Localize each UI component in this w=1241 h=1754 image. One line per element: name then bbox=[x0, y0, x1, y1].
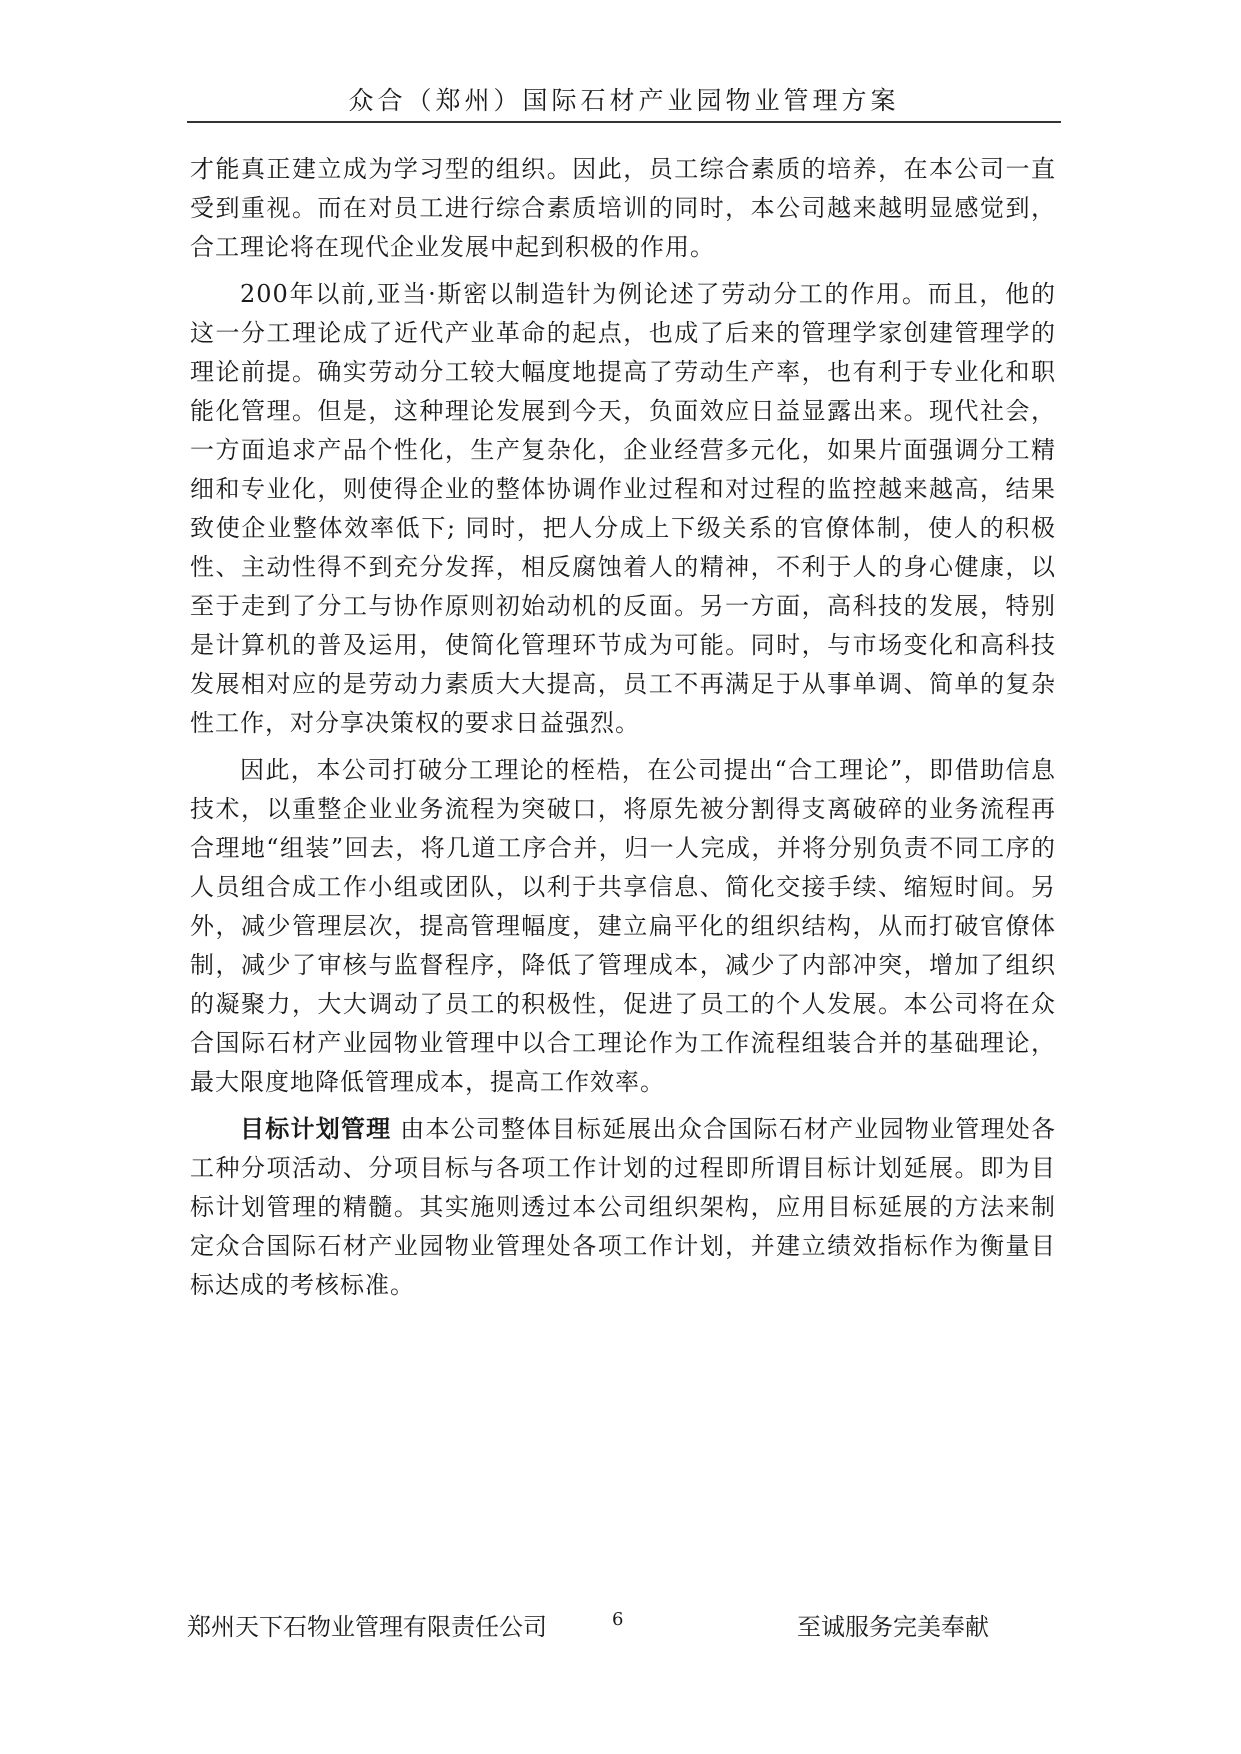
footer-company: 郑州天下石物业管理有限责任公司 bbox=[187, 1613, 547, 1641]
paragraph: 因此，本公司打破分工理论的桎梏，在公司提出“合工理论”，即借助信息技术，以重整企业业务流程为突破口，将原先被分割得支离破碎的业务流程再合理地“组装”回去，将几道工序合并，归一人完成，并将分别负责不同工序的人员组合成工作小组或团队，以利于共享信息、简化交接手续、缩短时间。另外，减少管理层次，提高管理幅度，建立扁平化的组织结构，从而打破官僚体制，减少了审核与监督程序，降低了管理成本，减少了内部冲突，增加了组织的凝聚力，大大调动了员工的积极性，促进了员工的个人发展。本公司将在众合国际石材产业园物业管理中以合工理论作为工作流程组装合并的基础理论，最大限度地降低管理成本，提高工作效率。 bbox=[190, 756, 1056, 1096]
document-body bbox=[190, 150, 1056, 1305]
page-header-title: 众合（郑州）国际石材产业园物业管理方案 bbox=[348, 86, 900, 115]
page-number: 6 bbox=[612, 1609, 624, 1630]
target-plan-paragraph bbox=[190, 1110, 1056, 1305]
paragraph: 200年以前,亚当·斯密以制造针为例论述了劳动分工的作用。而且，他的这一分工理论成了近代产业革命的起点，也成了后来的管理学家创建管理学的理论前提。确实劳动分工较大幅度地提高了劳动生产率，也有利于专业化和职能化管理。但是，这种理论发展到今天，负面效应日益显露出来。现代社会，一方面追求产品个性化，生产复杂化，企业经营多元化，如果片面强调分工精细和专业化，则使得企业的整体协调作业过程和对过程的监控越来越高，结果致使企业整体效率低下; 同时，把人分成上下级关系的官僚体制，使人的积极性、主动性得不到充分发挥，相反腐蚀着人的精神，不利于人的身心健康，以至于走到了分工与协作原则初始动机的反面。另一方面，高科技的发展，特别是计算机的普及运用，使简化管理环节成为可能。同时，与市场变化和高科技发展相对应的是劳动力素质大大提高，员工不再满足于从事单调、简单的复杂性工作，对分享决策权的要求日益强烈。 bbox=[190, 280, 1056, 737]
footer-slogan: 至诚服务完美奉献 bbox=[797, 1613, 989, 1641]
paragraph: 才能真正建立成为学习型的组织。因此，员工综合素质的培养，在本公司一直受到重视。而在对员工进行综合素质培训的同时，本公司越来越明显感觉到，合工理论将在现代企业发展中起到积极的作用。 bbox=[190, 155, 1056, 261]
header-divider bbox=[187, 121, 1061, 123]
section-heading: 目标计划管理 bbox=[240, 1115, 392, 1143]
section-text: 由本公司整体目标延展出众合国际石材产业园物业管理处各工种分项活动、分项目标与各项工作计划的过程即所谓目标计划延展。即为目标计划管理的精髓。其实施则透过本公司组织架构，应用目标延展的方法来制定众合国际石材产业园物业管理处各项工作计划，并建立绩效指标作为衡量目标达成的考核标准。 bbox=[190, 1115, 1056, 1299]
